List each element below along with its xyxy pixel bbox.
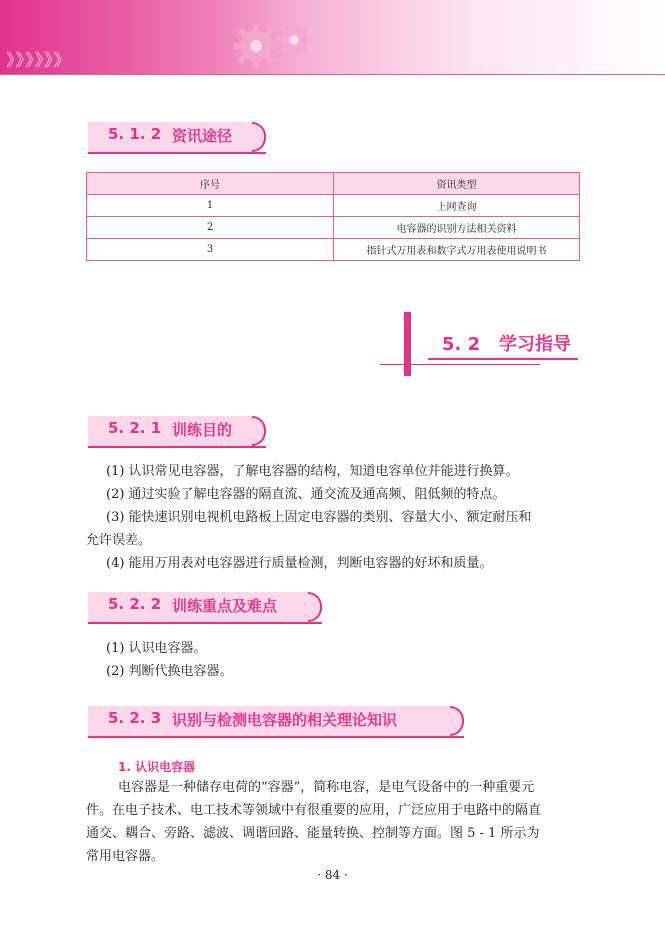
body-paragraph-line: 通交、耦合、旁路、滤波、调谐回路、能量转换、控制等方面。图 5 - 1 所示为 <box>86 826 540 841</box>
section-number: 5. 2. 1 <box>108 419 162 437</box>
table-cell: 3 <box>87 239 334 261</box>
section-title: 资讯途径 <box>172 127 233 145</box>
table-row <box>87 239 580 261</box>
table-header-cell: 资讯类型 <box>334 173 580 195</box>
chapter-number: 5. 2 <box>442 334 481 355</box>
body-paragraph-line: 件。在电子技术、电工技术等领域中有很重要的应用，广泛应用于电路中的隔直 <box>86 803 542 818</box>
body-paragraph-line: 电容器是一种储存电荷的“容器”，简称电容，是电气设备中的一种重要元 <box>118 780 535 795</box>
chapter-underline <box>428 358 578 360</box>
header-band <box>0 0 665 74</box>
objective-item: (1) 认识常见电容器，了解电容器的结构，知道电容单位并能进行换算。 <box>106 464 519 479</box>
table-cell: 2 <box>87 217 334 239</box>
objective-item: (2) 通过实验了解电容器的隔直流、通交流及通高频、阻低频的特点。 <box>106 487 506 502</box>
table-header-cell: 序号 <box>87 173 334 195</box>
table-header-row <box>87 173 580 195</box>
section-title: 训练目的 <box>172 421 233 439</box>
gears-icon <box>228 18 328 74</box>
header-rule <box>0 74 665 75</box>
page-number: · 84 · <box>317 868 348 882</box>
keypoint-item: (1) 认识电容器。 <box>106 641 207 656</box>
body-paragraph-line: 常用电容器。 <box>86 849 165 864</box>
table-row <box>87 217 580 239</box>
chapter-title <box>442 330 571 356</box>
table-cell: 电容器的识别方法相关资料 <box>334 217 580 239</box>
table-cell: 上网查询 <box>334 195 580 217</box>
section-number: 5. 2. 2 <box>108 595 162 613</box>
chapter-accent-bar <box>404 312 411 376</box>
section-title: 识别与检测电容器的相关理论知识 <box>172 711 398 729</box>
table-cell: 1 <box>87 195 334 217</box>
info-table <box>86 172 580 261</box>
objective-item-continued: 允许误差。 <box>86 533 152 548</box>
objective-item: (4) 能用万用表对电容器进行质量检测，判断电容器的好坏和质量。 <box>106 556 493 571</box>
chapter-underline-secondary <box>380 364 540 365</box>
section-number: 5. 2. 3 <box>108 709 162 727</box>
section-title: 训练重点及难点 <box>172 597 278 615</box>
objective-item: (3) 能快速识别电视机电路板上固定电容器的类别、容量大小、额定耐压和 <box>106 510 532 525</box>
chapter-title-text: 学习指导 <box>498 334 571 355</box>
keypoint-item: (2) 判断代换电容器。 <box>106 664 233 679</box>
table-cell: 指针式万用表和数字式万用表使用说明书 <box>334 239 580 261</box>
header-arrows: 》》》》》》 <box>6 51 72 71</box>
table-row <box>87 195 580 217</box>
section-number: 5. 1. 2 <box>108 125 162 143</box>
subsection-heading: 1. 认识电容器 <box>118 760 196 774</box>
